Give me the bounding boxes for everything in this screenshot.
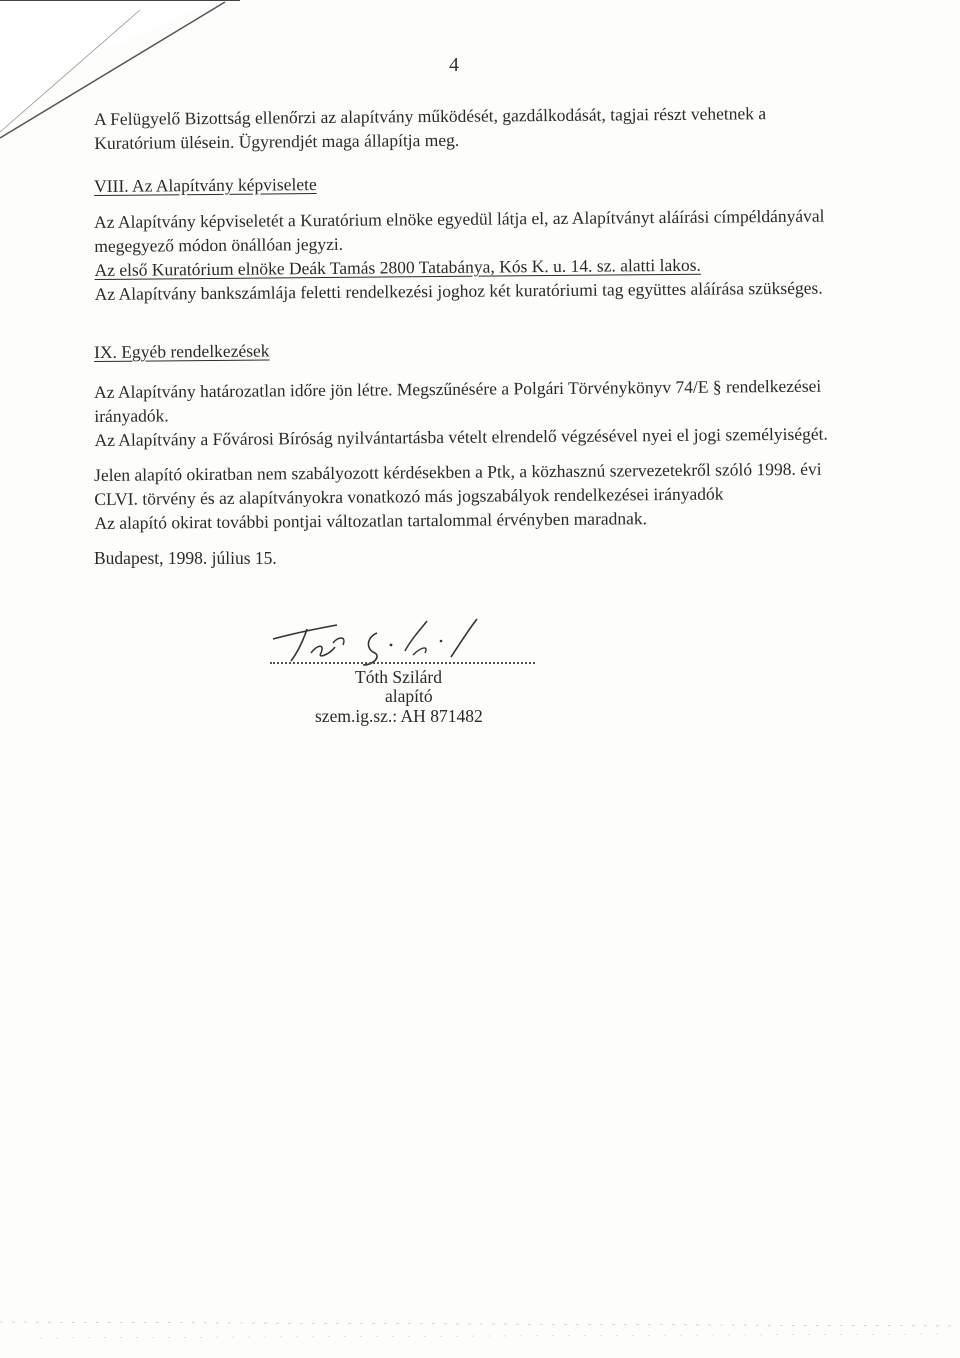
page-number: 4 xyxy=(449,54,459,76)
section-9-body xyxy=(94,374,835,452)
section-9-line-2: irányadók. xyxy=(94,405,169,426)
section-8-body xyxy=(94,204,835,306)
signature-block xyxy=(255,615,545,725)
section-8-line-4: Az Alapítvány bankszámlája feletti rendelkezési joghoz két kuratóriumi tag együttes aláírása szükséges. xyxy=(94,277,823,304)
scan-noise-artifact xyxy=(0,1300,960,1358)
place-date-text: Budapest, 1998. július 15. xyxy=(94,548,277,568)
intro-paragraph xyxy=(94,101,834,155)
section-8-heading: VIII. Az Alapítvány képviselete xyxy=(94,174,317,196)
section-8-line-1: Az Alapítvány képviseletét a Kuratórium elnöke egyedül látja el, az Alapítványt aláírási címpéldányával xyxy=(94,205,825,232)
section-8 xyxy=(94,168,834,198)
closing-line-1: Jelen alapító okiratban nem szabályozott kérdésekben a Ptk, a közhasznú szervezetekről szóló 1998. évi xyxy=(94,458,822,485)
section-9 xyxy=(94,334,834,364)
signature-line xyxy=(270,662,535,664)
signatory-id: szem.ig.sz.: AH 871482 xyxy=(315,706,483,726)
section-9-line-1: Az Alapítvány határozatlan időre jön létre. Megszűnésére a Polgári Törvénykönyv 74/E § rendelkezései xyxy=(94,375,822,402)
signatory-name: Tóth Szilárd xyxy=(355,667,442,687)
section-9-heading: IX. Egyéb rendelkezések xyxy=(94,340,270,362)
closing-line-3: Az alapító okirat további pontjai változatlan tartalommal érvényben maradnak. xyxy=(94,508,648,533)
section-8-line-3: Az első Kuratórium elnöke Deák Tamás 2800 Tatabánya, Kós K. u. 14. sz. alatti lakos. xyxy=(94,254,701,280)
closing-line-2: CLVI. törvény és az alapítványokra vonatkozó más jogszabályok rendelkezései irányadók xyxy=(94,483,724,509)
section-8-line-2: megegyező módon önállóan jegyzi. xyxy=(94,233,344,256)
place-date xyxy=(94,546,834,570)
closing-paragraph xyxy=(94,457,835,535)
section-9-line-3: Az Alapítvány a Fővárosi Bíróság nyilvántartásba vételt elrendelő végzésével nyei el jogi személyiségét. xyxy=(94,423,828,450)
intro-line-2: Kuratórium ülésein. Ügyrendjét maga állapítja meg. xyxy=(94,129,460,153)
signatory-role: alapító xyxy=(385,686,433,706)
intro-line-1: A Felügyelő Bizottság ellenőrzi az alapítvány működését, gazdálkodását, tagjai részt vehetnek a xyxy=(94,103,767,129)
